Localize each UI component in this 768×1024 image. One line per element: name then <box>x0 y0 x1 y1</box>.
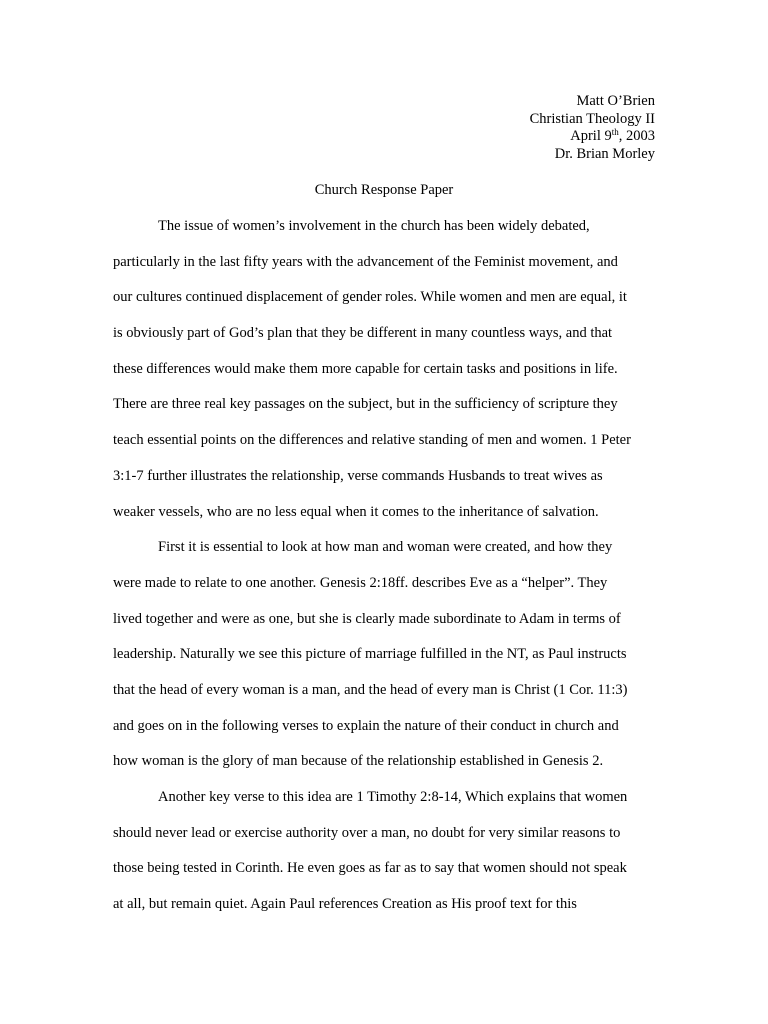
body-line: at all, but remain quiet. Again Paul references Creation as His proof text for this <box>113 896 577 913</box>
body-text <box>113 209 655 923</box>
body-line: how woman is the glory of man because of the relationship established in Genesis 2. <box>113 753 604 770</box>
date-month-day: April 9 <box>570 128 612 144</box>
body-line: were made to relate to one another. Genesis 2:18ff. describes Eve as a “helper”. They <box>113 574 608 591</box>
date-year: , 2003 <box>618 128 655 144</box>
body-line: First it is essential to look at how man and woman were created, and how they <box>158 539 613 556</box>
body-line: that the head of every woman is a man, and the head of every man is Christ (1 Cor. 11:3) <box>113 681 628 698</box>
body-line: weaker vessels, who are no less equal when it comes to the inheritance of salvation. <box>113 503 599 520</box>
body-line: is obviously part of God’s plan that they be different in many countless ways, and that <box>113 325 613 342</box>
body-line: 3:1-7 further illustrates the relationship, verse commands Husbands to treat wives as <box>113 467 603 484</box>
body-line: and goes on in the following verses to explain the nature of their conduct in church and <box>113 717 619 734</box>
body-line: our cultures continued displacement of gender roles. While women and men are equal, it <box>113 289 627 306</box>
body-line: particularly in the last fifty years with the advancement of the Feminist movement, and <box>113 253 618 270</box>
body-line: leadership. Naturally we see this picture of marriage fulfilled in the NT, as Paul instructs <box>113 646 627 663</box>
body-line: The issue of women’s involvement in the church has been widely debated, <box>158 218 590 234</box>
body-line: should never lead or exercise authority over a man, no doubt for very similar reasons to <box>113 824 621 841</box>
date-line <box>530 128 655 146</box>
instructor-name: Dr. Brian Morley <box>554 145 655 162</box>
body-line: There are three real key passages on the subject, but in the sufficiency of scripture they <box>113 396 618 413</box>
paper-title: Church Response Paper <box>314 182 454 198</box>
body-line: lived together and were as one, but she is clearly made subordinate to Adam in terms of <box>113 610 621 627</box>
body-line: Another key verse to this idea are 1 Timothy 2:8-14, Which explains that women <box>158 789 628 805</box>
course-name: Christian Theology II <box>529 110 655 127</box>
author-name: Matt O’Brien <box>576 93 655 109</box>
header-block <box>530 93 655 163</box>
body-line: these differences would make them more capable for certain tasks and positions in life. <box>113 360 618 377</box>
date-superscript: th <box>611 127 619 137</box>
body-line: those being tested in Corinth. He even goes as far as to say that women should not speak <box>113 860 627 877</box>
body-line: teach essential points on the differences and relative standing of men and women. 1 Peter <box>113 432 631 449</box>
